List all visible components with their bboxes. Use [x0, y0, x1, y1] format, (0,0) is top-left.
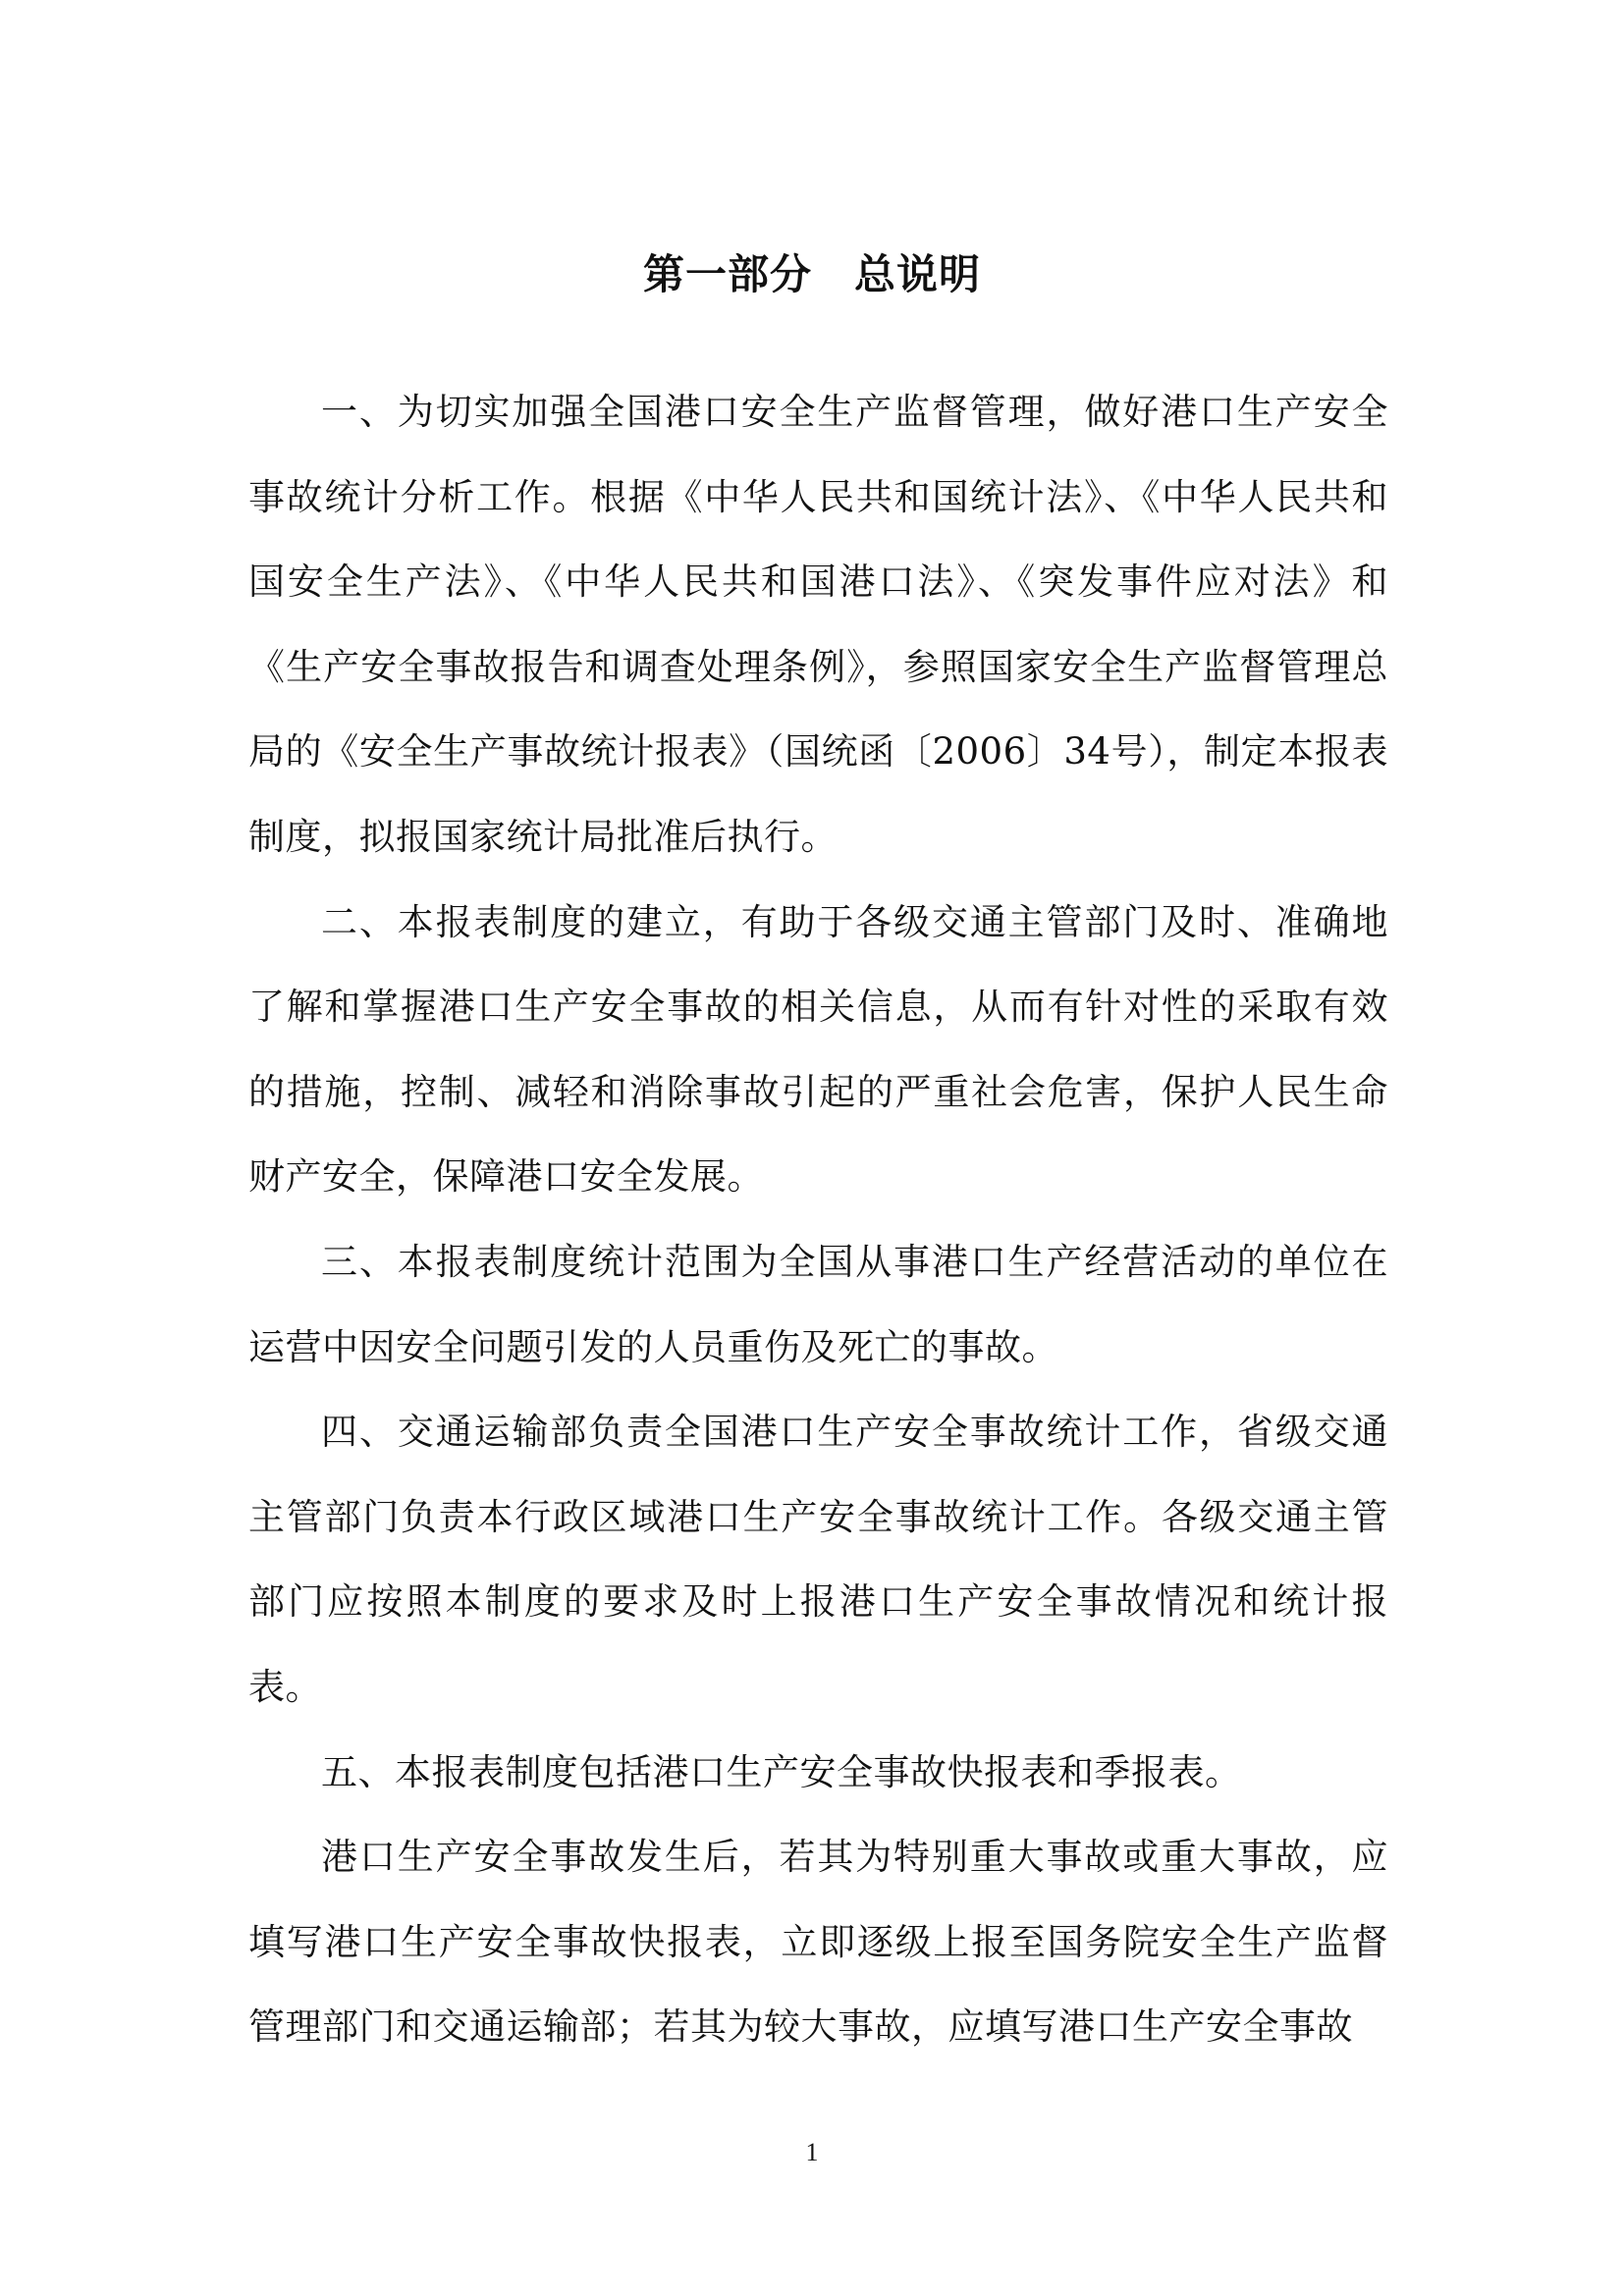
paragraph-1: 一、为切实加强全国港口安全生产监督管理，做好港口生产安全事故统计分析工作。根据《中华人民共和国统计法》、《中华人民共和国安全生产法》、《中华人民共和国港口法》、《突发事件应对法》和《生产安全事故报告和调查处理条例》，参照国家安全生产监督管理总局的《安全生产事故统计报表》（国统函〔2006〕34号），制定本报表制度，拟报国家统计局批准后执行。: [248, 391, 1388, 858]
paragraph-6: 港口生产安全事故发生后，若其为特别重大事故或重大事故，应填写港口生产安全事故快报表，立即逐级上报至国务院安全生产监督管理部门和交通运输部；若其为较大事故，应填写港口生产安全事故: [248, 1836, 1388, 2049]
paragraph-4: 四、交通运输部负责全国港口生产安全事故统计工作，省级交通主管部门负责本行政区域港口生产安全事故统计工作。各级交通主管部门应按照本制度的要求及时上报港口生产安全事故情况和统计报表。: [248, 1411, 1388, 1708]
paragraph-2: 二、本报表制度的建立，有助于各级交通主管部门及时、准确地了解和掌握港口生产安全事故的相关信息，从而有针对性的采取有效的措施，控制、减轻和消除事故引起的严重社会危害，保护人民生命财产安全，保障港口安全发展。: [248, 900, 1388, 1199]
page-number: 1: [805, 2138, 819, 2166]
page-title: 第一部分 总说明: [642, 250, 981, 298]
document-body: [248, 370, 1388, 2070]
paragraph-5: 五、本报表制度包括港口生产安全事故快报表和季报表。: [321, 1750, 1242, 1793]
paragraph-3: 三、本报表制度统计范围为全国从事港口生产经营活动的单位在运营中因安全问题引发的人员重伤及死亡的事故。: [248, 1240, 1388, 1368]
